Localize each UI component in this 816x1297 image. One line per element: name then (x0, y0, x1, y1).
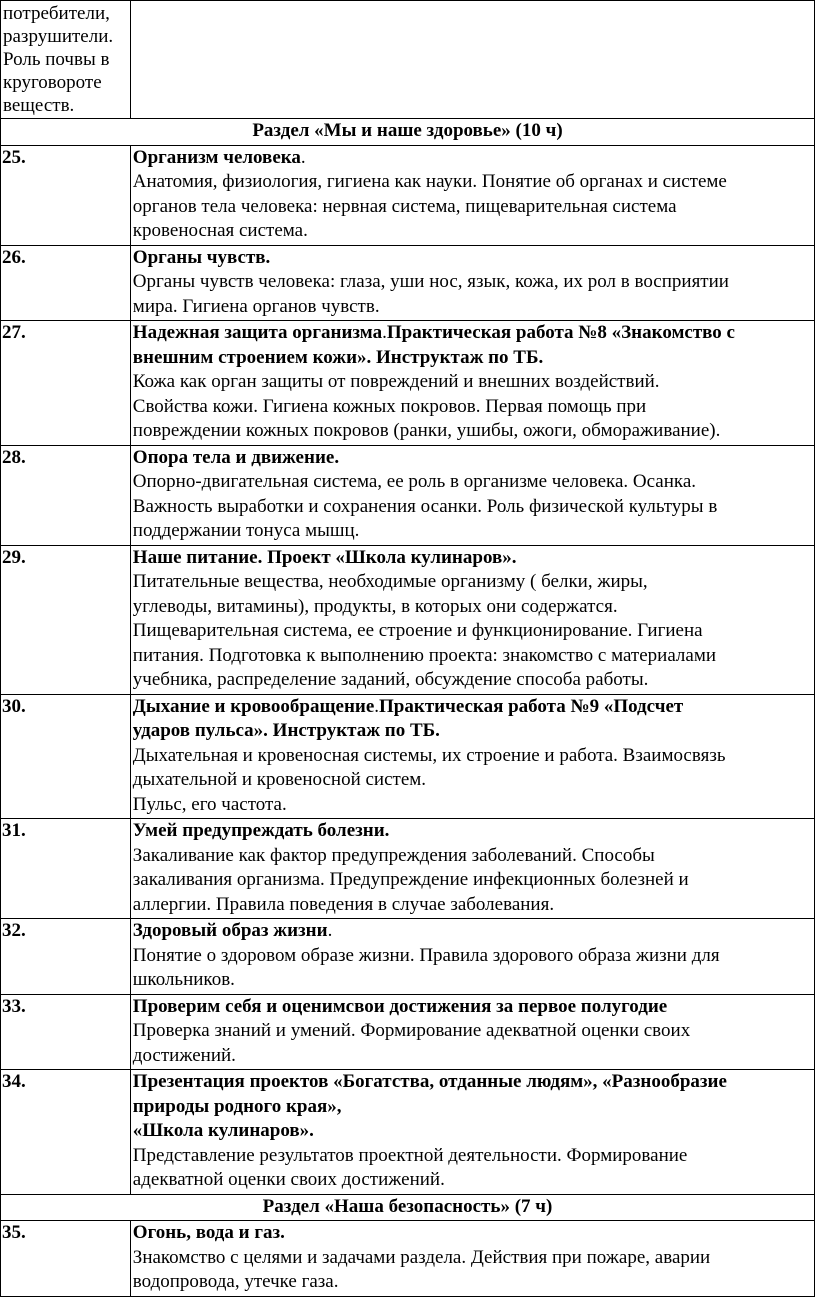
lesson-description-line: мира. Гигиена органов чувств. (132, 295, 380, 317)
lesson-content (130, 545, 814, 694)
lesson-title-text: Дыхание и кровообращение (132, 695, 375, 717)
lesson-number: 35. (1, 1221, 131, 1297)
lesson-title-text: . (374, 695, 380, 717)
lesson-title-text: Здоровый образ жизни (132, 920, 328, 941)
lesson-description-line: Питательные вещества, необходимые организму ( белки, жиры, (132, 571, 648, 592)
lesson-row (1, 819, 815, 919)
section-title: Раздел «Наша безопасность» (7 ч) (1, 1194, 815, 1221)
lesson-row (1, 445, 815, 545)
lesson-row (1, 694, 815, 819)
lesson-title-line (133, 1119, 812, 1144)
lesson-title-line (133, 446, 812, 471)
section-row (1, 119, 815, 146)
lesson-description-line: школьников. (132, 969, 235, 990)
lesson-description-line: водопровода, утечке газа. (132, 1271, 339, 1292)
fragment-row (1, 1, 815, 119)
fragment-line: разрушители. (3, 26, 114, 47)
lesson-row (1, 245, 815, 321)
lesson-title-text: . (382, 322, 387, 343)
lesson-content (130, 145, 814, 245)
lesson-row (1, 919, 815, 995)
lesson-content (130, 245, 814, 321)
lesson-description-line: аллергии. Правила поведения в случае заболевания. (132, 893, 555, 915)
lesson-title-text: Практическая работа №8 «Знакомство с (386, 322, 735, 343)
lesson-description-line: Понятие о здоровом образе жизни. Правила здорового образа жизни для (132, 944, 720, 966)
lesson-number: 32. (1, 919, 131, 995)
lesson-content (130, 1221, 814, 1297)
lesson-description-line: Проверка знаний и умений. Формирование адекватной оценки своих (132, 1020, 691, 1041)
fragment-cell (1, 1, 131, 119)
lesson-description-line: Анатомия, физиология, гигиена как науки. Понятие об органах и системе (132, 171, 727, 192)
lesson-content (130, 321, 814, 446)
lesson-title-text: Презентация проектов «Богатства, отданные людям», «Разнообразие (132, 1071, 727, 1092)
lesson-description-line: Закаливание как фактор предупреждения заболеваний. Способы (132, 844, 655, 866)
lesson-number: 29. (1, 545, 131, 694)
lesson-title-text: ударов пульса». Инструктаж по ТБ. (132, 720, 440, 741)
lesson-title-text: Практическая работа №9 «Подсчет (379, 695, 684, 717)
lesson-title-line (133, 719, 812, 744)
lesson-plan-body (1, 1, 815, 1297)
lesson-description-line: Пульс, его частота. (132, 793, 287, 815)
lesson-content (130, 445, 814, 545)
lesson-row (1, 321, 815, 446)
lesson-title-line (133, 819, 812, 844)
lesson-description-line: Органы чувств человека: глаза, уши нос, язык, кожа, их рол в восприятии (132, 271, 729, 292)
lesson-description-line: Кожа как орган защиты от повреждений и внешних воздействий. (132, 371, 660, 392)
lesson-title-text: Проверим себя и оценимсвои достижения за первое полугодие (132, 995, 668, 1017)
lesson-description-line: Представление результатов проектной деятельности. Формирование (132, 1144, 688, 1166)
lesson-description-line: закаливания организма. Предупреждение инфекционных болезней и (132, 869, 689, 890)
section-row (1, 1194, 815, 1221)
lesson-number: 25. (1, 145, 131, 245)
lesson-description-line: кровеносная система. (132, 220, 308, 241)
lesson-row (1, 1221, 815, 1297)
lesson-content (130, 919, 814, 995)
lesson-description-line: повреждении кожных покровов (ранки, ушибы, ожоги, обмораживание). (132, 420, 721, 441)
lesson-description-line: адекватной оценки своих достижений. (132, 1169, 445, 1190)
lesson-title-line (133, 246, 812, 271)
lesson-content (130, 1070, 814, 1195)
lesson-title-text: внешним строением кожи». Инструктаж по ТБ. (132, 346, 544, 368)
lesson-title-text: природы родного края», (132, 1095, 342, 1117)
lesson-title-text: Надежная защита организма (132, 322, 383, 343)
lesson-title-text: Органы чувств. (132, 246, 271, 268)
lesson-title-text: Наше питание. Проект «Школа кулинаров». (132, 546, 517, 568)
lesson-title-line (133, 695, 812, 720)
lesson-row (1, 994, 815, 1070)
lesson-number: 34. (1, 1070, 131, 1195)
lesson-row (1, 145, 815, 245)
lesson-row (1, 1070, 815, 1195)
lesson-description-line: учебника, распределение заданий, обсуждение способа работы. (132, 669, 649, 690)
lesson-content (130, 994, 814, 1070)
lesson-description-line: Опорно-двигательная система, ее роль в организме человека. Осанка. (132, 471, 697, 492)
lesson-title-line (133, 995, 812, 1020)
lesson-row (1, 545, 815, 694)
lesson-description-line: органов тела человека: нервная система, пищеварительная система (132, 195, 677, 217)
lesson-description-line: Знакомство с целями и задачами раздела. Действия при пожаре, аварии (132, 1246, 711, 1268)
lesson-title-text: Умей предупреждать болезни. (132, 820, 390, 841)
lesson-number: 30. (1, 694, 131, 819)
section-title: Раздел «Мы и наше здоровье» (10 ч) (1, 119, 815, 146)
lesson-title-text: «Школа кулинаров». (132, 1120, 314, 1141)
lesson-number: 27. (1, 321, 131, 446)
lesson-title-text: Опора тела и движение. (132, 446, 340, 468)
lesson-title-line (133, 321, 812, 346)
lesson-content (130, 694, 814, 819)
lesson-title-text: . (327, 920, 333, 941)
fragment-line: круговороте (3, 72, 102, 93)
lesson-description-line: Пищеварительная система, ее строение и функционирование. Гигиена (132, 620, 703, 641)
lesson-number: 33. (1, 994, 131, 1070)
lesson-description-line: углеводы, витамины), продукты, в которых они содержатся. (132, 595, 618, 617)
fragment-line: веществ. (3, 95, 75, 116)
lesson-title-line (133, 346, 812, 371)
lesson-description-line: дыхательной и кровеносной систем. (132, 769, 427, 790)
fragment-line: Роль почвы в (3, 49, 110, 70)
fragment-line: потребители, (3, 3, 110, 24)
lesson-title-line (133, 1095, 812, 1120)
lesson-description-line: питания. Подготовка к выполнению проекта: знакомство с материалами (132, 644, 717, 666)
lesson-title-text: . (300, 146, 306, 168)
lesson-content (130, 819, 814, 919)
lesson-title-line (133, 146, 812, 171)
lesson-description-line: Дыхательная и кровеносная системы, их строение и работа. Взаимосвязь (132, 744, 726, 766)
lesson-title-text: Организм человека (132, 146, 301, 168)
lesson-title-line (133, 546, 812, 571)
fragment-empty-cell (130, 1, 814, 119)
lesson-title-line (133, 919, 812, 944)
lesson-number: 28. (1, 445, 131, 545)
lesson-title-line (133, 1221, 812, 1246)
lesson-title-line (133, 1070, 812, 1095)
lesson-title-text: Огонь, вода и газ. (132, 1222, 285, 1243)
lesson-number: 31. (1, 819, 131, 919)
lesson-description-line: достижений. (132, 1044, 236, 1066)
lesson-description-line: поддержании тонуса мышц. (132, 520, 360, 541)
lesson-description-line: Важность выработки и сохранения осанки. Роль физической культуры в (132, 495, 718, 517)
lesson-description-line: Свойства кожи. Гигиена кожных покровов. Первая помощь при (132, 395, 647, 417)
lesson-number: 26. (1, 245, 131, 321)
